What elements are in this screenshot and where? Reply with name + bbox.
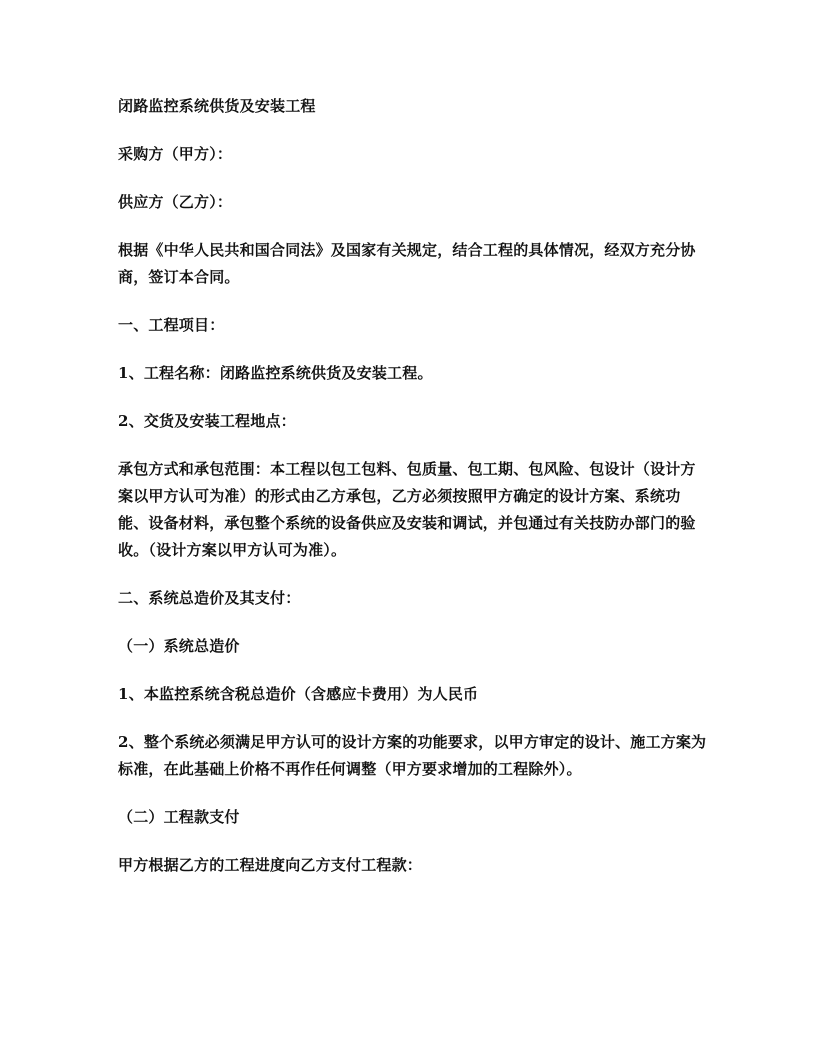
document-title: 闭路监控系统供货及安装工程 xyxy=(118,97,316,115)
intro-paragraph: 根据《中华人民共和国合同法》及国家有关规定，结合工程的具体情况，经双方充分协商，签订本合同。 xyxy=(118,241,696,286)
section-heading-project: 一、工程项目： xyxy=(118,316,225,334)
project-location-item: 2、交货及安装工程地点： xyxy=(118,412,296,430)
price-item-2: 2、整个系统必须满足甲方认可的设计方案的功能要求，以甲方审定的设计、施工方案为标准，在此基础上价格不再作任何调整（甲方要求增加的工程除外）。 xyxy=(118,733,707,778)
subsection-payment: （二）工程款支付 xyxy=(118,808,240,826)
subsection-total-price: （一）系统总造价 xyxy=(118,637,240,655)
supplier-line: 供应方（乙方）： xyxy=(118,193,233,211)
price-item-1: 1、本监控系统含税总造价（含感应卡费用）为人民币 xyxy=(118,685,479,703)
section-heading-price: 二、系统总造价及其支付： xyxy=(118,589,301,607)
document-body xyxy=(118,93,708,879)
buyer-line: 采购方（甲方）： xyxy=(118,145,233,163)
contract-scope-paragraph: 承包方式和承包范围：本工程以包工包料、包质量、包工期、包风险、包设计（设计方案以甲方认可为准）的形式由乙方承包，乙方必须按照甲方确定的设计方案、系统功能、设备材料，承包整个系统的设备供应及安装和调试，并包通过有关技防办部门的验收。（设计方案以甲方认可为准）。 xyxy=(118,460,696,559)
payment-paragraph: 甲方根据乙方的工程进度向乙方支付工程款： xyxy=(118,856,423,874)
project-name-item: 1、工程名称：闭路监控系统供货及安装工程。 xyxy=(118,364,433,382)
